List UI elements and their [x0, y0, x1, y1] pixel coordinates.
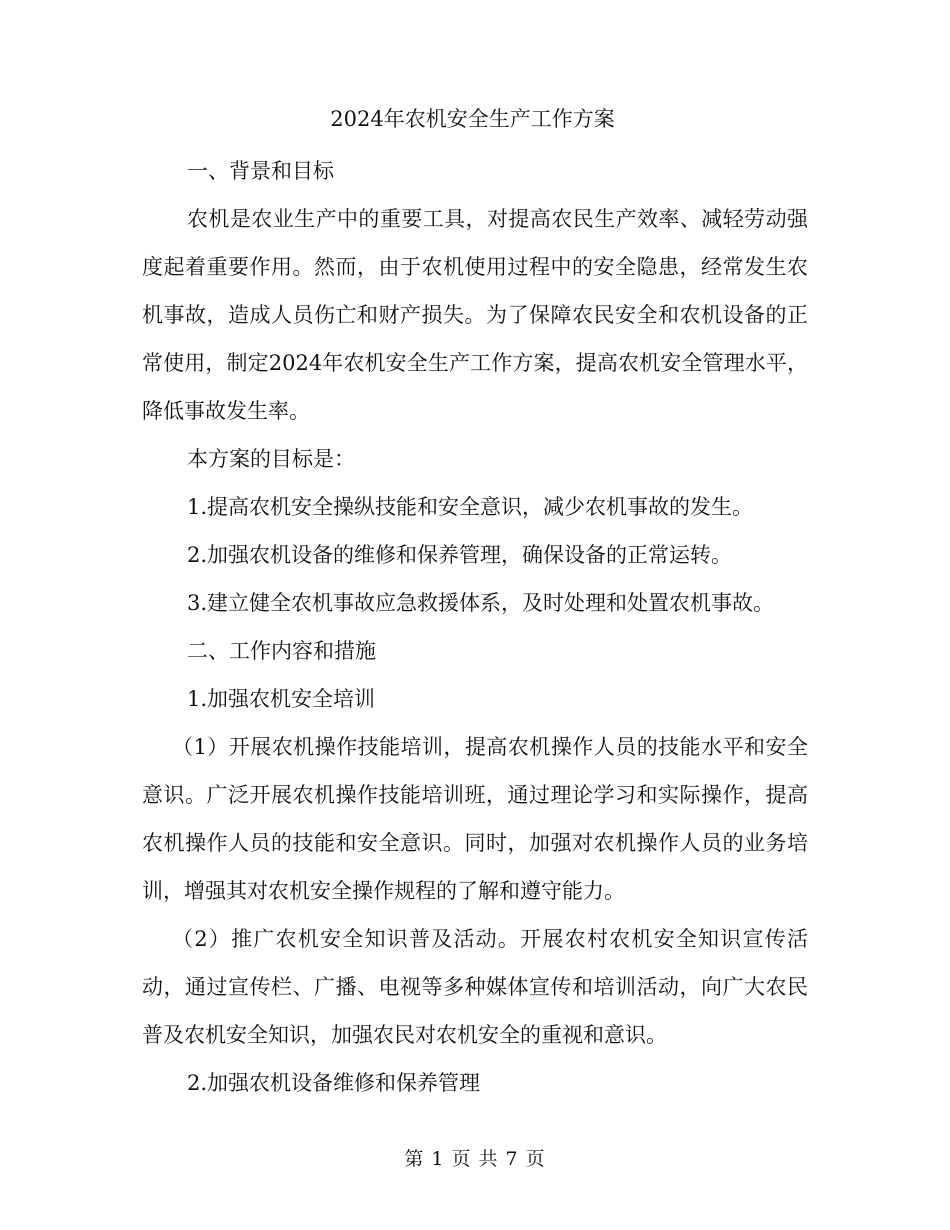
subheading-training: 1.加强农机安全培训 [187, 687, 376, 711]
subheading-maintenance: 2.加强农机设备维修和保养管理 [187, 1071, 481, 1095]
goal-item-2: 2.加强农机设备的维修和保养管理，确保设备的正常运转。 [187, 543, 733, 567]
document-title: 2024年农机安全生产工作方案 [330, 107, 615, 131]
paragraph-training-2: （2）推广农机安全知识普及活动。开展农村农机安全知识宣传活动，通过宣传栏、广播、电视等多种媒体宣传和培训活动，向广大农民普及农机安全知识，加强农民对农机安全的重视和意识。 [142, 927, 808, 1047]
paragraph-goals-intro: 本方案的目标是： [187, 447, 355, 471]
section-heading-measures: 二、工作内容和措施 [187, 639, 376, 663]
goal-item-1: 1.提高农机安全操纵技能和安全意识，减少农机事故的发生。 [187, 495, 754, 519]
goal-item-3: 3.建立健全农机事故应急救援体系，及时处理和处置农机事故。 [187, 591, 775, 615]
document-body [142, 101, 808, 1107]
page-number-footer: 第 1 页 共 7 页 [404, 1148, 546, 1170]
paragraph-training-1: （1）开展农机操作技能培训，提高农机操作人员的技能水平和安全意识。广泛开展农机操作技能培训班，通过理论学习和实际操作，提高农机操作人员的技能和安全意识。同时，加强对农机操作人员的业务培训，增强其对农机安全操作规程的了解和遵守能力。 [142, 735, 808, 903]
section-heading-background: 一、背景和目标 [187, 159, 334, 183]
paragraph-background: 农机是农业生产中的重要工具，对提高农民生产效率、减轻劳动强度起着重要作用。然而，由于农机使用过程中的安全隐患，经常发生农机事故，造成人员伤亡和财产损失。为了保障农民安全和农机设备的正常使用，制定2024年农机安全生产工作方案，提高农机安全管理水平，降低事故发生率。 [142, 207, 808, 423]
